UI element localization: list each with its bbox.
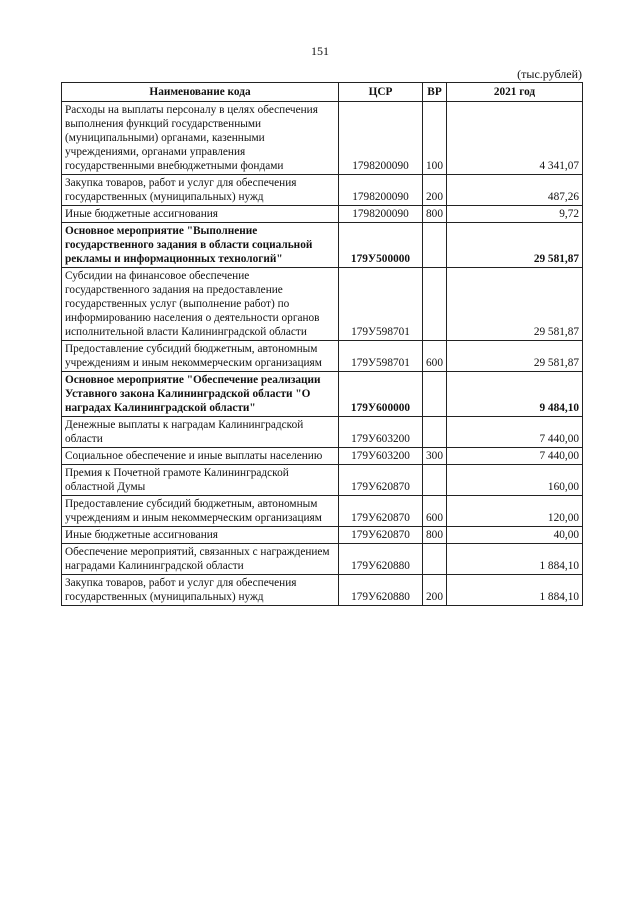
header-name: Наименование кода xyxy=(62,83,339,102)
row-sum-cell: 7 440,00 xyxy=(447,448,583,465)
row-vr-cell xyxy=(423,544,447,575)
row-csr-cell: 179У620870 xyxy=(339,465,423,496)
row-sum-cell: 120,00 xyxy=(447,496,583,527)
row-name-cell: Расходы на выплаты персоналу в целях обеспечения выполнения функций государственными (муниципальными) органами, казенными учреждениями, органами управления государственными внебюджетными фондами xyxy=(62,102,339,175)
row-sum-cell: 40,00 xyxy=(447,527,583,544)
row-name-cell: Обеспечение мероприятий, связанных с награждением наградами Калининградской области xyxy=(62,544,339,575)
table-row xyxy=(62,175,583,206)
row-vr-cell: 200 xyxy=(423,575,447,606)
row-vr-cell xyxy=(423,268,447,341)
row-name-cell: Премия к Почетной грамоте Калининградской областной Думы xyxy=(62,465,339,496)
table-body xyxy=(62,102,583,606)
row-sum-cell: 29 581,87 xyxy=(447,223,583,268)
row-sum-cell: 7 440,00 xyxy=(447,417,583,448)
row-name-cell: Основное мероприятие "Выполнение государственного задания в области социальной рекламы и информационных технологий" xyxy=(62,223,339,268)
row-csr-cell: 1798200090 xyxy=(339,206,423,223)
row-name-cell: Денежные выплаты к наградам Калининградской области xyxy=(62,417,339,448)
row-vr-cell: 600 xyxy=(423,341,447,372)
row-name-cell: Иные бюджетные ассигнования xyxy=(62,206,339,223)
header-csr: ЦСР xyxy=(339,83,423,102)
row-sum-cell: 4 341,07 xyxy=(447,102,583,175)
row-csr-cell: 1798200090 xyxy=(339,102,423,175)
row-vr-cell: 200 xyxy=(423,175,447,206)
row-vr-cell: 300 xyxy=(423,448,447,465)
row-sum-cell: 29 581,87 xyxy=(447,341,583,372)
table-row xyxy=(62,496,583,527)
row-csr-cell: 179У600000 xyxy=(339,372,423,417)
budget-table xyxy=(61,82,583,606)
table-row xyxy=(62,206,583,223)
header-vr: ВР xyxy=(423,83,447,102)
row-csr-cell: 179У620870 xyxy=(339,496,423,527)
row-sum-cell: 487,26 xyxy=(447,175,583,206)
row-name-cell: Закупка товаров, работ и услуг для обеспечения государственных (муниципальных) нужд xyxy=(62,175,339,206)
table-row xyxy=(62,527,583,544)
table-row xyxy=(62,223,583,268)
row-sum-cell: 1 884,10 xyxy=(447,575,583,606)
row-csr-cell: 179У620870 xyxy=(339,527,423,544)
table-header-row xyxy=(62,83,583,102)
row-vr-cell xyxy=(423,417,447,448)
row-vr-cell: 600 xyxy=(423,496,447,527)
header-year: 2021 год xyxy=(447,83,583,102)
row-vr-cell: 800 xyxy=(423,206,447,223)
table-row xyxy=(62,372,583,417)
row-vr-cell: 100 xyxy=(423,102,447,175)
table-row xyxy=(62,575,583,606)
row-name-cell: Предоставление субсидий бюджетным, автономным учреждениям и иным некоммерческим организациям xyxy=(62,341,339,372)
row-sum-cell: 9,72 xyxy=(447,206,583,223)
row-csr-cell: 1798200090 xyxy=(339,175,423,206)
row-sum-cell: 160,00 xyxy=(447,465,583,496)
row-csr-cell: 179У603200 xyxy=(339,417,423,448)
row-csr-cell: 179У500000 xyxy=(339,223,423,268)
table-row xyxy=(62,448,583,465)
table-row xyxy=(62,417,583,448)
row-name-cell: Предоставление субсидий бюджетным, автономным учреждениям и иным некоммерческим организациям xyxy=(62,496,339,527)
row-csr-cell: 179У603200 xyxy=(339,448,423,465)
row-name-cell: Субсидии на финансовое обеспечение государственного задания на предоставление государственных услуг (выполнение работ) по информированию населения о деятельности органов исполнительной власти Калининградской области xyxy=(62,268,339,341)
table-row xyxy=(62,102,583,175)
row-csr-cell: 179У598701 xyxy=(339,341,423,372)
row-csr-cell: 179У620880 xyxy=(339,544,423,575)
row-vr-cell: 800 xyxy=(423,527,447,544)
table-row xyxy=(62,341,583,372)
row-csr-cell: 179У620880 xyxy=(339,575,423,606)
row-name-cell: Социальное обеспечение и иные выплаты населению xyxy=(62,448,339,465)
row-csr-cell: 179У598701 xyxy=(339,268,423,341)
row-vr-cell xyxy=(423,465,447,496)
table-row xyxy=(62,268,583,341)
page-number: 151 xyxy=(311,44,329,58)
row-vr-cell xyxy=(423,223,447,268)
row-sum-cell: 1 884,10 xyxy=(447,544,583,575)
row-name-cell: Закупка товаров, работ и услуг для обеспечения государственных (муниципальных) нужд xyxy=(62,575,339,606)
row-name-cell: Иные бюджетные ассигнования xyxy=(62,527,339,544)
row-sum-cell: 9 484,10 xyxy=(447,372,583,417)
units-label: (тыс.рублей) xyxy=(517,67,582,81)
table-row xyxy=(62,544,583,575)
table-row xyxy=(62,465,583,496)
row-vr-cell xyxy=(423,372,447,417)
row-sum-cell: 29 581,87 xyxy=(447,268,583,341)
row-name-cell: Основное мероприятие "Обеспечение реализации Уставного закона Калининградской области "О наградах Калининградской области" xyxy=(62,372,339,417)
